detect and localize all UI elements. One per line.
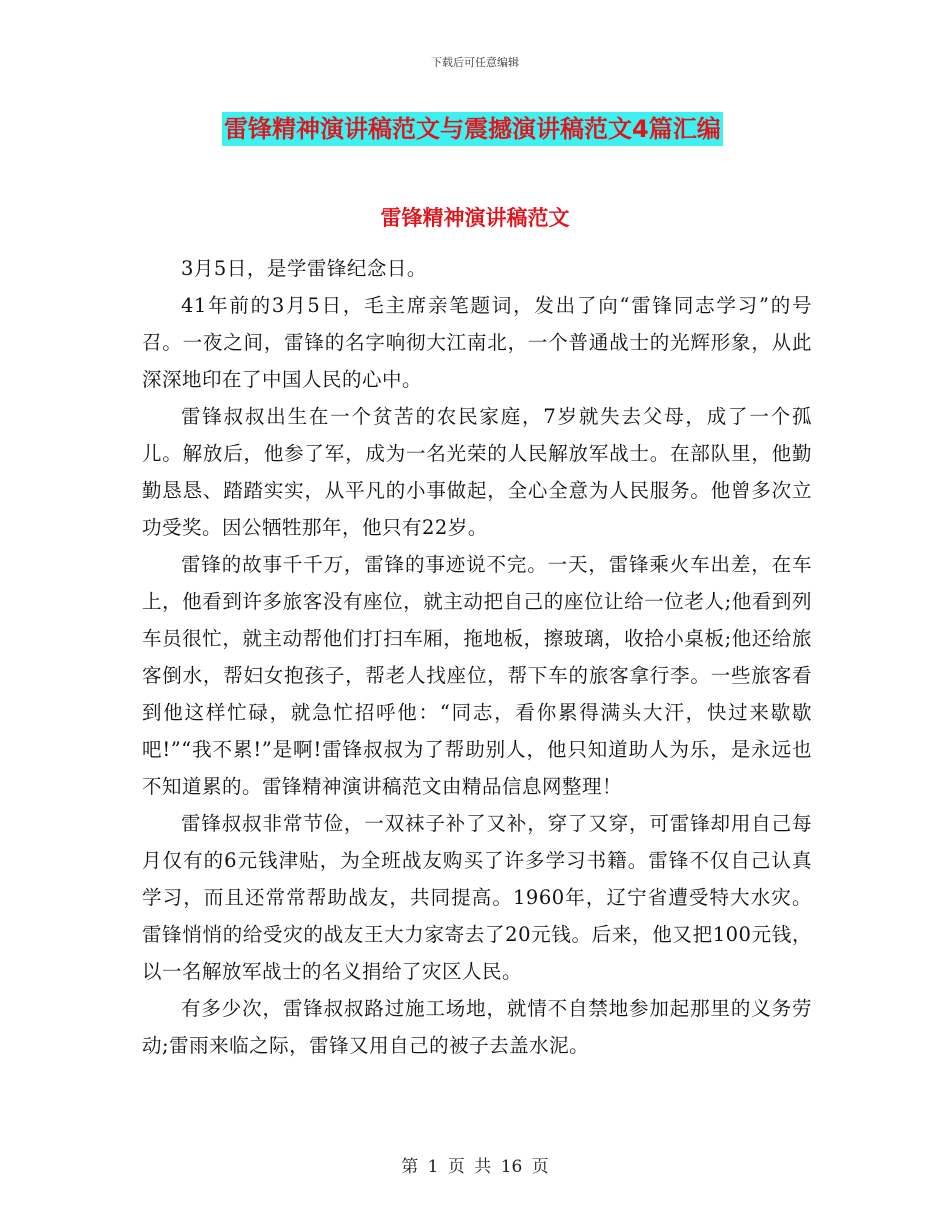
article-body (142, 250, 812, 1064)
paragraph: 雷锋的故事千千万，雷锋的事迹说不完。一天，雷锋乘火车出差，在车上，他看到许多旅客没有座位，就主动把自己的座位让给一位老人;他看到列车员很忙，就主动帮他们打扫车厢，拖地板，擦玻璃，收拾小桌板;他还给旅客倒水，帮妇女抱孩子，帮老人找座位，帮下车的旅客拿行李。一些旅客看到他这样忙碌，就急忙招呼他：“同志，看你累得满头大汗，快过来歇歇吧!”“我不累!”是啊!雷锋叔叔为了帮助别人，他只知道助人为乐，是永远也不知道累的。雷锋精神演讲稿范文由精品信息网整理！ (142, 553, 812, 798)
main-title-container (222, 112, 723, 146)
paragraph: 有多少次，雷锋叔叔路过施工场地，就情不自禁地参加起那里的义务劳动;雷雨来临之际，雷锋又用自己的被子去盖水泥。 (142, 997, 812, 1057)
download-note: 下载后可任意编辑 (431, 56, 519, 69)
paragraph: 3月5日，是学雷锋纪念日。 (181, 257, 427, 280)
main-title: 雷锋精神演讲稿范文与震撼演讲稿范文4篇汇编 (222, 112, 723, 146)
paragraph: 雷锋叔叔非常节俭，一双袜子补了又补，穿了又穿，可雷锋却用自己每月仅有的6元钱津贴，为全班战友购买了许多学习书籍。雷锋不仅自己认真学习，而且还常常帮助战友，共同提高。1960年，辽宁省遭受特大水灾。雷锋悄悄的给受灾的战友王大力家寄去了20元钱。后来，他又把100元钱，以一名解放军战士的名义捐给了灾区人民。 (142, 812, 812, 983)
section-title: 雷锋精神演讲稿范文 (380, 206, 570, 230)
paragraph: 雷锋叔叔出生在一个贫苦的农民家庭，7岁就失去父母，成了一个孤儿。解放后，他参了军，成为一名光荣的人民解放军战士。在部队里，他勤勤恳恳、踏踏实实，从平凡的小事做起，全心全意为人民服务。他曾多次立功受奖。因公牺牲那年，他只有22岁。 (142, 405, 812, 539)
page-number: 第 1 页 共 16 页 (401, 1157, 549, 1177)
paragraph: 41年前的3月5日，毛主席亲笔题词，发出了向“雷锋同志学习”的号召。一夜之间，雷锋的名字响彻大江南北，一个普通战士的光辉形象，从此深深地印在了中国人民的心中。 (142, 294, 812, 391)
